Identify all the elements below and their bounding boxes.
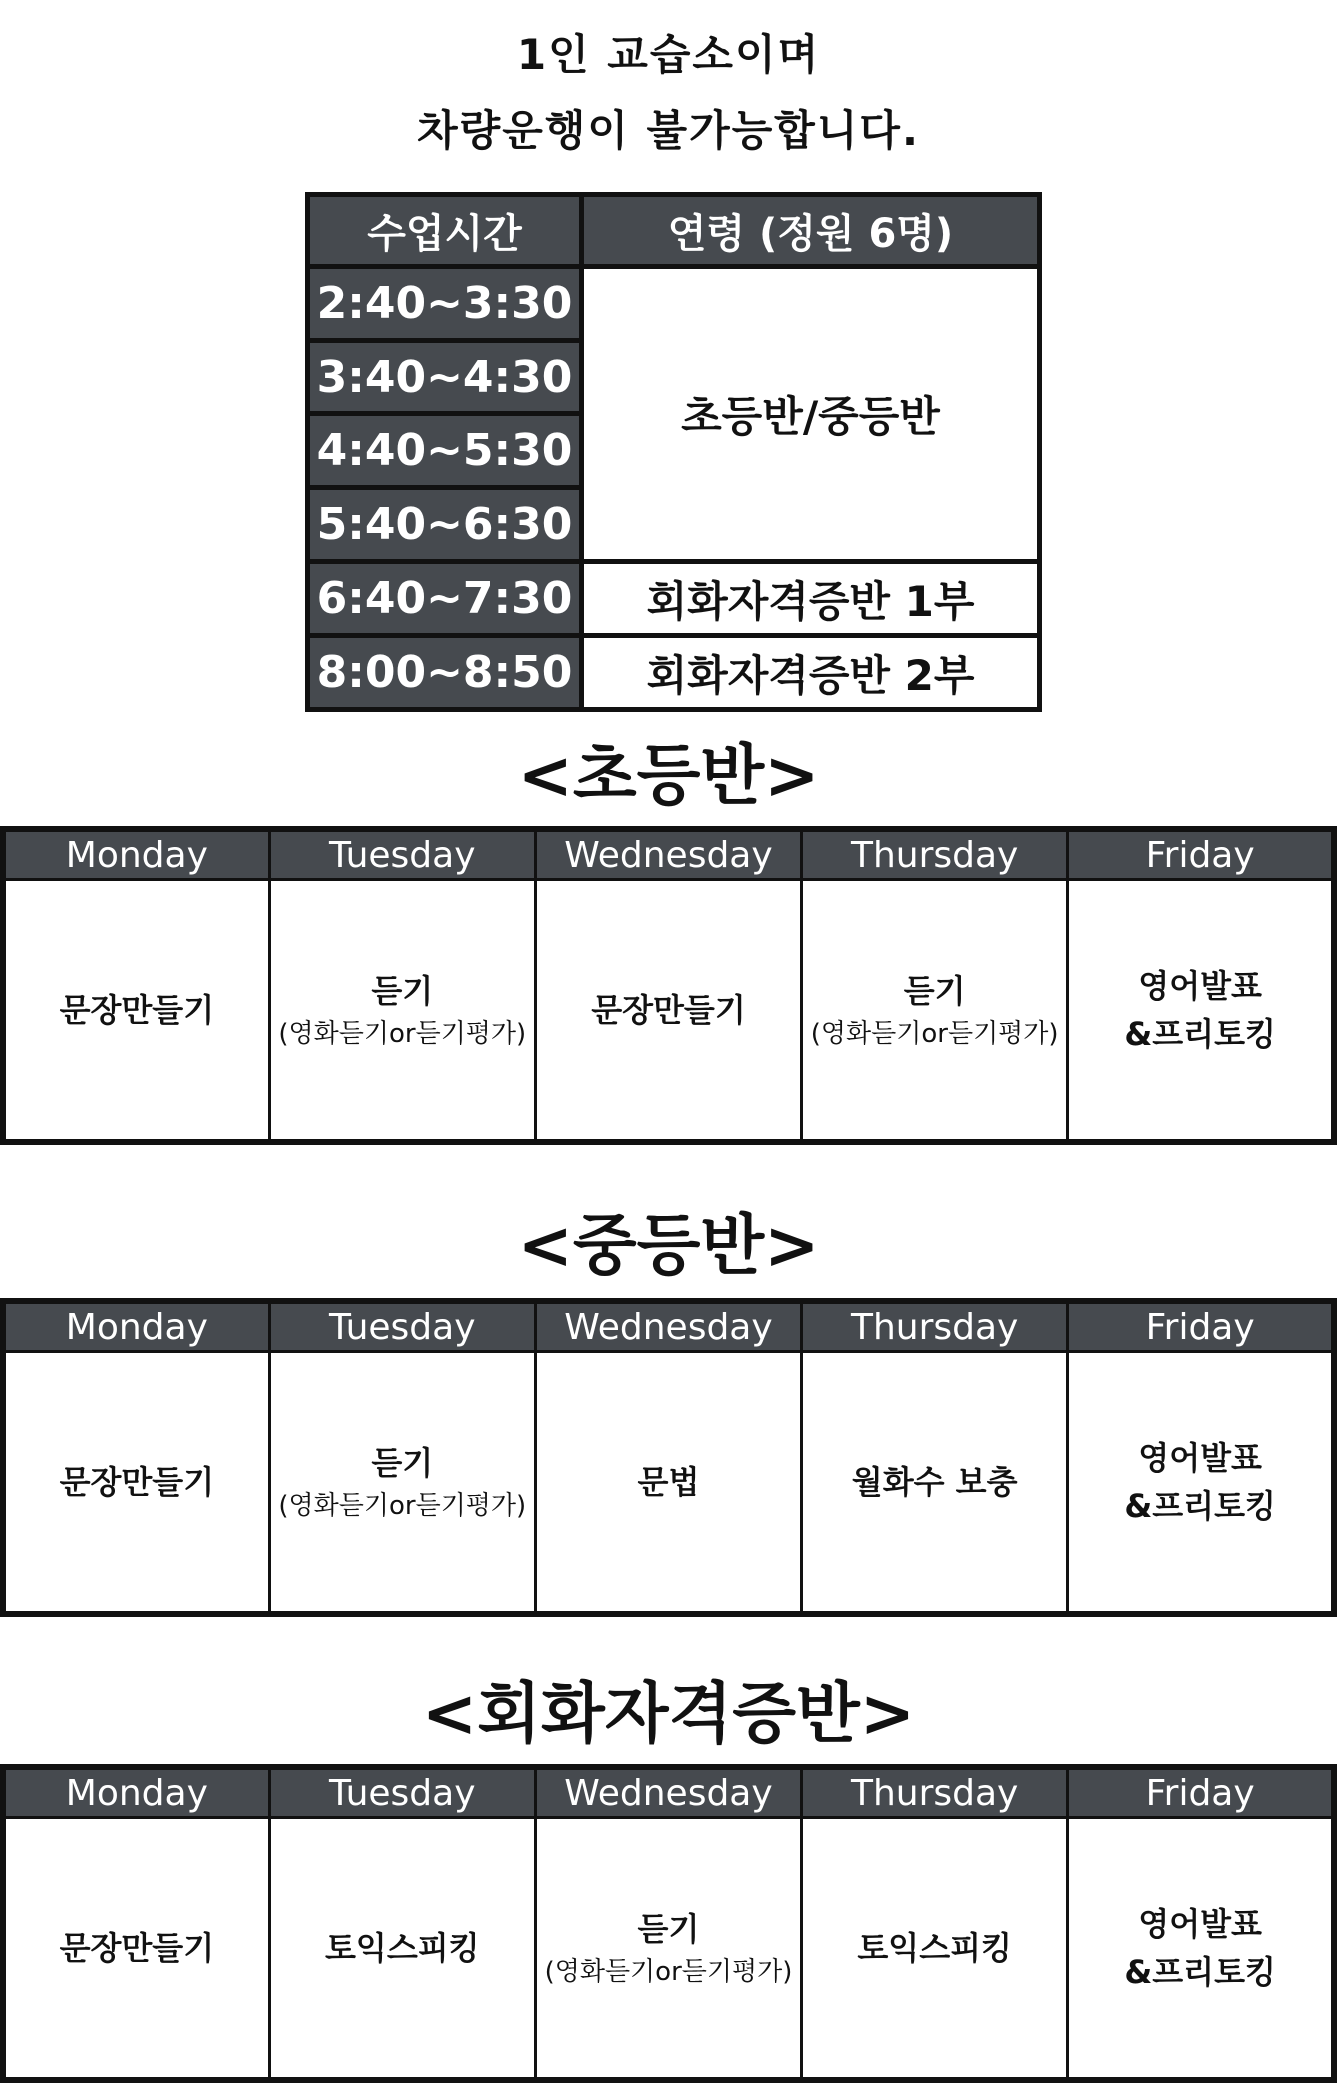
activity-cell	[269, 1352, 535, 1615]
activity-cell	[3, 1818, 269, 2081]
activity-sub: (영화듣기or듣기평가)	[278, 1490, 527, 1521]
header-class-time: 수업시간	[308, 195, 582, 267]
activity-main-2: &프리토킹	[1124, 1487, 1276, 1525]
activity-main: 영어발표	[1138, 967, 1262, 1005]
time-row	[308, 562, 1040, 636]
day-monday: Monday	[3, 829, 269, 880]
notice-line-1: 1인 교습소이며	[516, 30, 821, 79]
activity-cell	[535, 1818, 801, 2081]
activity-main: 문법	[637, 1463, 700, 1501]
day-tuesday: Tuesday	[269, 1301, 535, 1352]
weekly-table-middle	[0, 1298, 1337, 1617]
day-monday: Monday	[3, 1767, 269, 1818]
day-tuesday: Tuesday	[269, 829, 535, 880]
day-thursday: Thursday	[802, 1767, 1068, 1818]
activity-main: 듣기	[637, 1909, 700, 1948]
activity-main: 영어발표	[1138, 1439, 1262, 1477]
day-friday: Friday	[1068, 1301, 1334, 1352]
activity-main: 문장만들기	[59, 1463, 215, 1501]
class-time-table	[305, 192, 1042, 712]
day-wednesday: Wednesday	[535, 1767, 801, 1818]
activity-main: 듣기	[371, 971, 434, 1010]
activity-main: 듣기	[903, 971, 966, 1010]
activity-main: 문장만들기	[59, 1929, 215, 1967]
activity-row	[3, 880, 1334, 1143]
time-row	[308, 636, 1040, 710]
activity-main: 토익스피킹	[857, 1929, 1012, 1967]
activity-main: 듣기	[371, 1443, 434, 1482]
activity-main-2: &프리토킹	[1124, 1015, 1276, 1053]
day-monday: Monday	[3, 1301, 269, 1352]
time-table-header-row	[308, 195, 1040, 267]
section-title-middle: <중등반>	[517, 1207, 820, 1284]
time-slot: 3:40~4:30	[308, 340, 582, 414]
day-thursday: Thursday	[802, 1301, 1068, 1352]
activity-cell	[3, 1352, 269, 1615]
day-header-row	[3, 829, 1334, 880]
activity-cell	[269, 880, 535, 1143]
notice-line-2: 차량운행이 불가능합니다.	[417, 106, 920, 155]
activity-cell	[535, 880, 801, 1143]
activity-row	[3, 1352, 1334, 1615]
class-elem-mid: 초등반/중등반	[582, 266, 1040, 562]
activity-cell	[802, 880, 1068, 1143]
activity-main: 월화수 보충	[851, 1463, 1018, 1501]
activity-sub: (영화듣기or듣기평가)	[544, 1956, 793, 1987]
day-friday: Friday	[1068, 829, 1334, 880]
activity-sub: (영화듣기or듣기평가)	[810, 1018, 1059, 1049]
section-title-conversation: <회화자격증반>	[421, 1675, 916, 1752]
day-header-row	[3, 1301, 1334, 1352]
activity-cell	[802, 1352, 1068, 1615]
activity-cell	[1068, 880, 1334, 1143]
activity-cell	[269, 1818, 535, 2081]
day-friday: Friday	[1068, 1767, 1334, 1818]
activity-main: 영어발표	[1138, 1905, 1262, 1943]
activity-sub: (영화듣기or듣기평가)	[278, 1018, 527, 1049]
activity-cell	[1068, 1818, 1334, 2081]
day-wednesday: Wednesday	[535, 1301, 801, 1352]
time-slot: 6:40~7:30	[308, 562, 582, 636]
time-slot: 2:40~3:30	[308, 266, 582, 340]
section-title-elementary: <초등반>	[517, 737, 820, 814]
activity-main: 문장만들기	[591, 991, 746, 1029]
time-slot: 8:00~8:50	[308, 636, 582, 710]
activity-cell	[3, 880, 269, 1143]
class-conversation-1: 회화자격증반 1부	[582, 562, 1040, 636]
activity-main: 문장만들기	[59, 991, 215, 1029]
activity-cell	[1068, 1352, 1334, 1615]
activity-cell	[535, 1352, 801, 1615]
class-conversation-2: 회화자격증반 2부	[582, 636, 1040, 710]
day-header-row	[3, 1767, 1334, 1818]
time-row	[308, 266, 1040, 340]
day-thursday: Thursday	[802, 829, 1068, 880]
time-slot: 4:40~5:30	[308, 414, 582, 488]
activity-row	[3, 1818, 1334, 2081]
day-tuesday: Tuesday	[269, 1767, 535, 1818]
header-age-capacity: 연령 (정원 6명)	[582, 195, 1040, 267]
weekly-table-elementary	[0, 826, 1337, 1145]
time-slot: 5:40~6:30	[308, 488, 582, 562]
activity-main-2: &프리토킹	[1124, 1953, 1276, 1991]
day-wednesday: Wednesday	[535, 829, 801, 880]
activity-main: 토익스피킹	[325, 1929, 480, 1967]
weekly-table-conversation	[0, 1764, 1337, 2083]
activity-cell	[802, 1818, 1068, 2081]
